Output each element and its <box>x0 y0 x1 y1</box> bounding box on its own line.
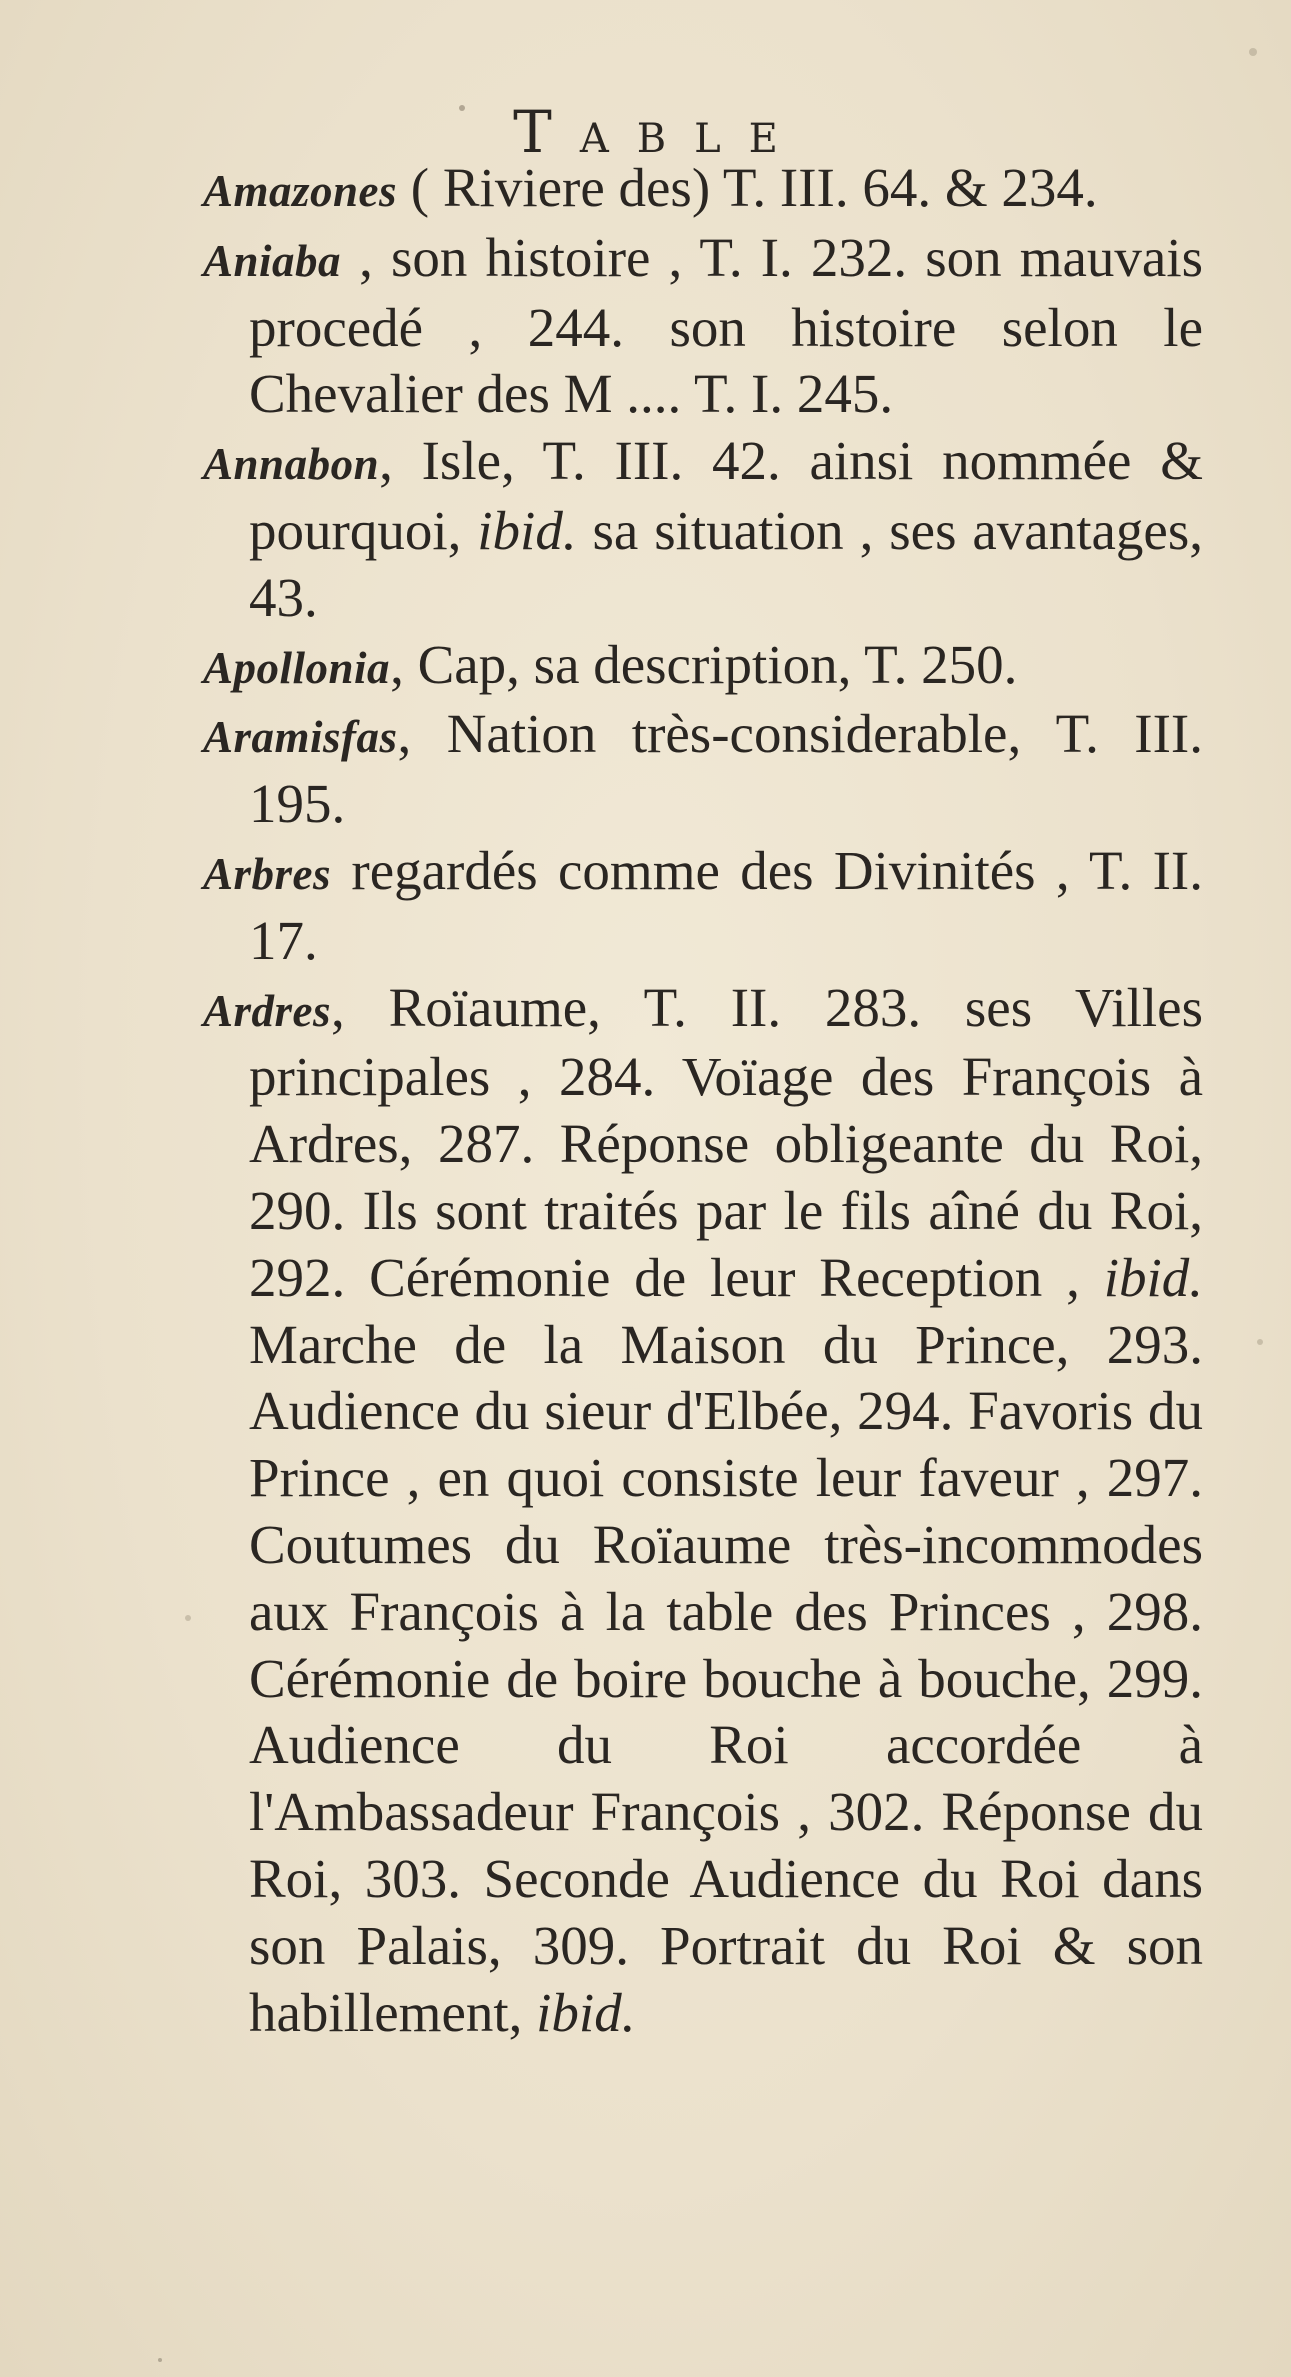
entry-text: Marche de la Maison du Prince, 293. Audience du sieur d'Elbée, 294. Favoris du Prince , en quoi consiste leur faveur , 297. Coutumes du Roïaume très-incommodes aux François à la table des Princes , 298. Cérémonie de boire bouche à bouche, 299. Audience du Roi accordée à l'Ambassadeur François , 302. Réponse du Roi, 303. Seconde Audience du Roi dans son Palais, 309. Portrait du Roi & son habillement, <box>249 1313 1203 2043</box>
headword: Annabon <box>203 439 380 490</box>
ibid-reference: ibid. <box>477 499 577 561</box>
index-entry-ardres <box>203 975 1203 2047</box>
running-head-initial: T <box>513 98 580 166</box>
index-entry-aramisfas <box>203 701 1203 838</box>
headword: Arbres <box>203 848 332 899</box>
index-entry-aniaba <box>203 225 1203 428</box>
headword: Ardres <box>203 985 332 1036</box>
entry-text: , Cap, sa description, T. 250. <box>390 633 1018 695</box>
index-entries <box>203 155 1203 2046</box>
entry-text: , Roïaume, T. II. 283. ses Villes principales , 284. Voïage des François à Ardres, 287. Réponse obligeante du Roi, 290. Ils sont traités par le fils aîné du Roi, 292. Cérémonie de leur Reception , <box>249 976 1203 1308</box>
entry-text: , Nation très-considerable, T. III. 195. <box>249 703 1203 835</box>
ibid-reference: ibid. <box>1103 1246 1203 1308</box>
headword: Aramisfas <box>203 712 398 763</box>
entry-text: ( Riviere des) T. III. 64. & 234. <box>397 157 1098 218</box>
entry-text: regardés comme des Divinités , T. II. 17. <box>249 839 1203 971</box>
entry-text: , son histoire , T. I. 232. son mauvais procedé , 244. son histoire selon le Chevalier des M .... T. I. 245. <box>249 226 1203 425</box>
index-entry-apollonia <box>203 632 1203 702</box>
entry-text: sa situation , ses avantages, 43. <box>249 499 1203 628</box>
running-head-rest: ABLE <box>579 116 806 162</box>
index-entry-amazones <box>203 155 1203 225</box>
index-entry-arbres <box>203 838 1203 975</box>
headword: Amazones <box>203 166 398 216</box>
ibid-reference: ibid. <box>536 1981 636 2043</box>
headword: Apollonia <box>203 642 391 693</box>
headword: Aniaba <box>203 235 342 286</box>
entry-text: , Isle, T. III. 42. ainsi nommée & pourquoi, <box>249 430 1203 561</box>
index-entry-annabon <box>203 428 1203 631</box>
